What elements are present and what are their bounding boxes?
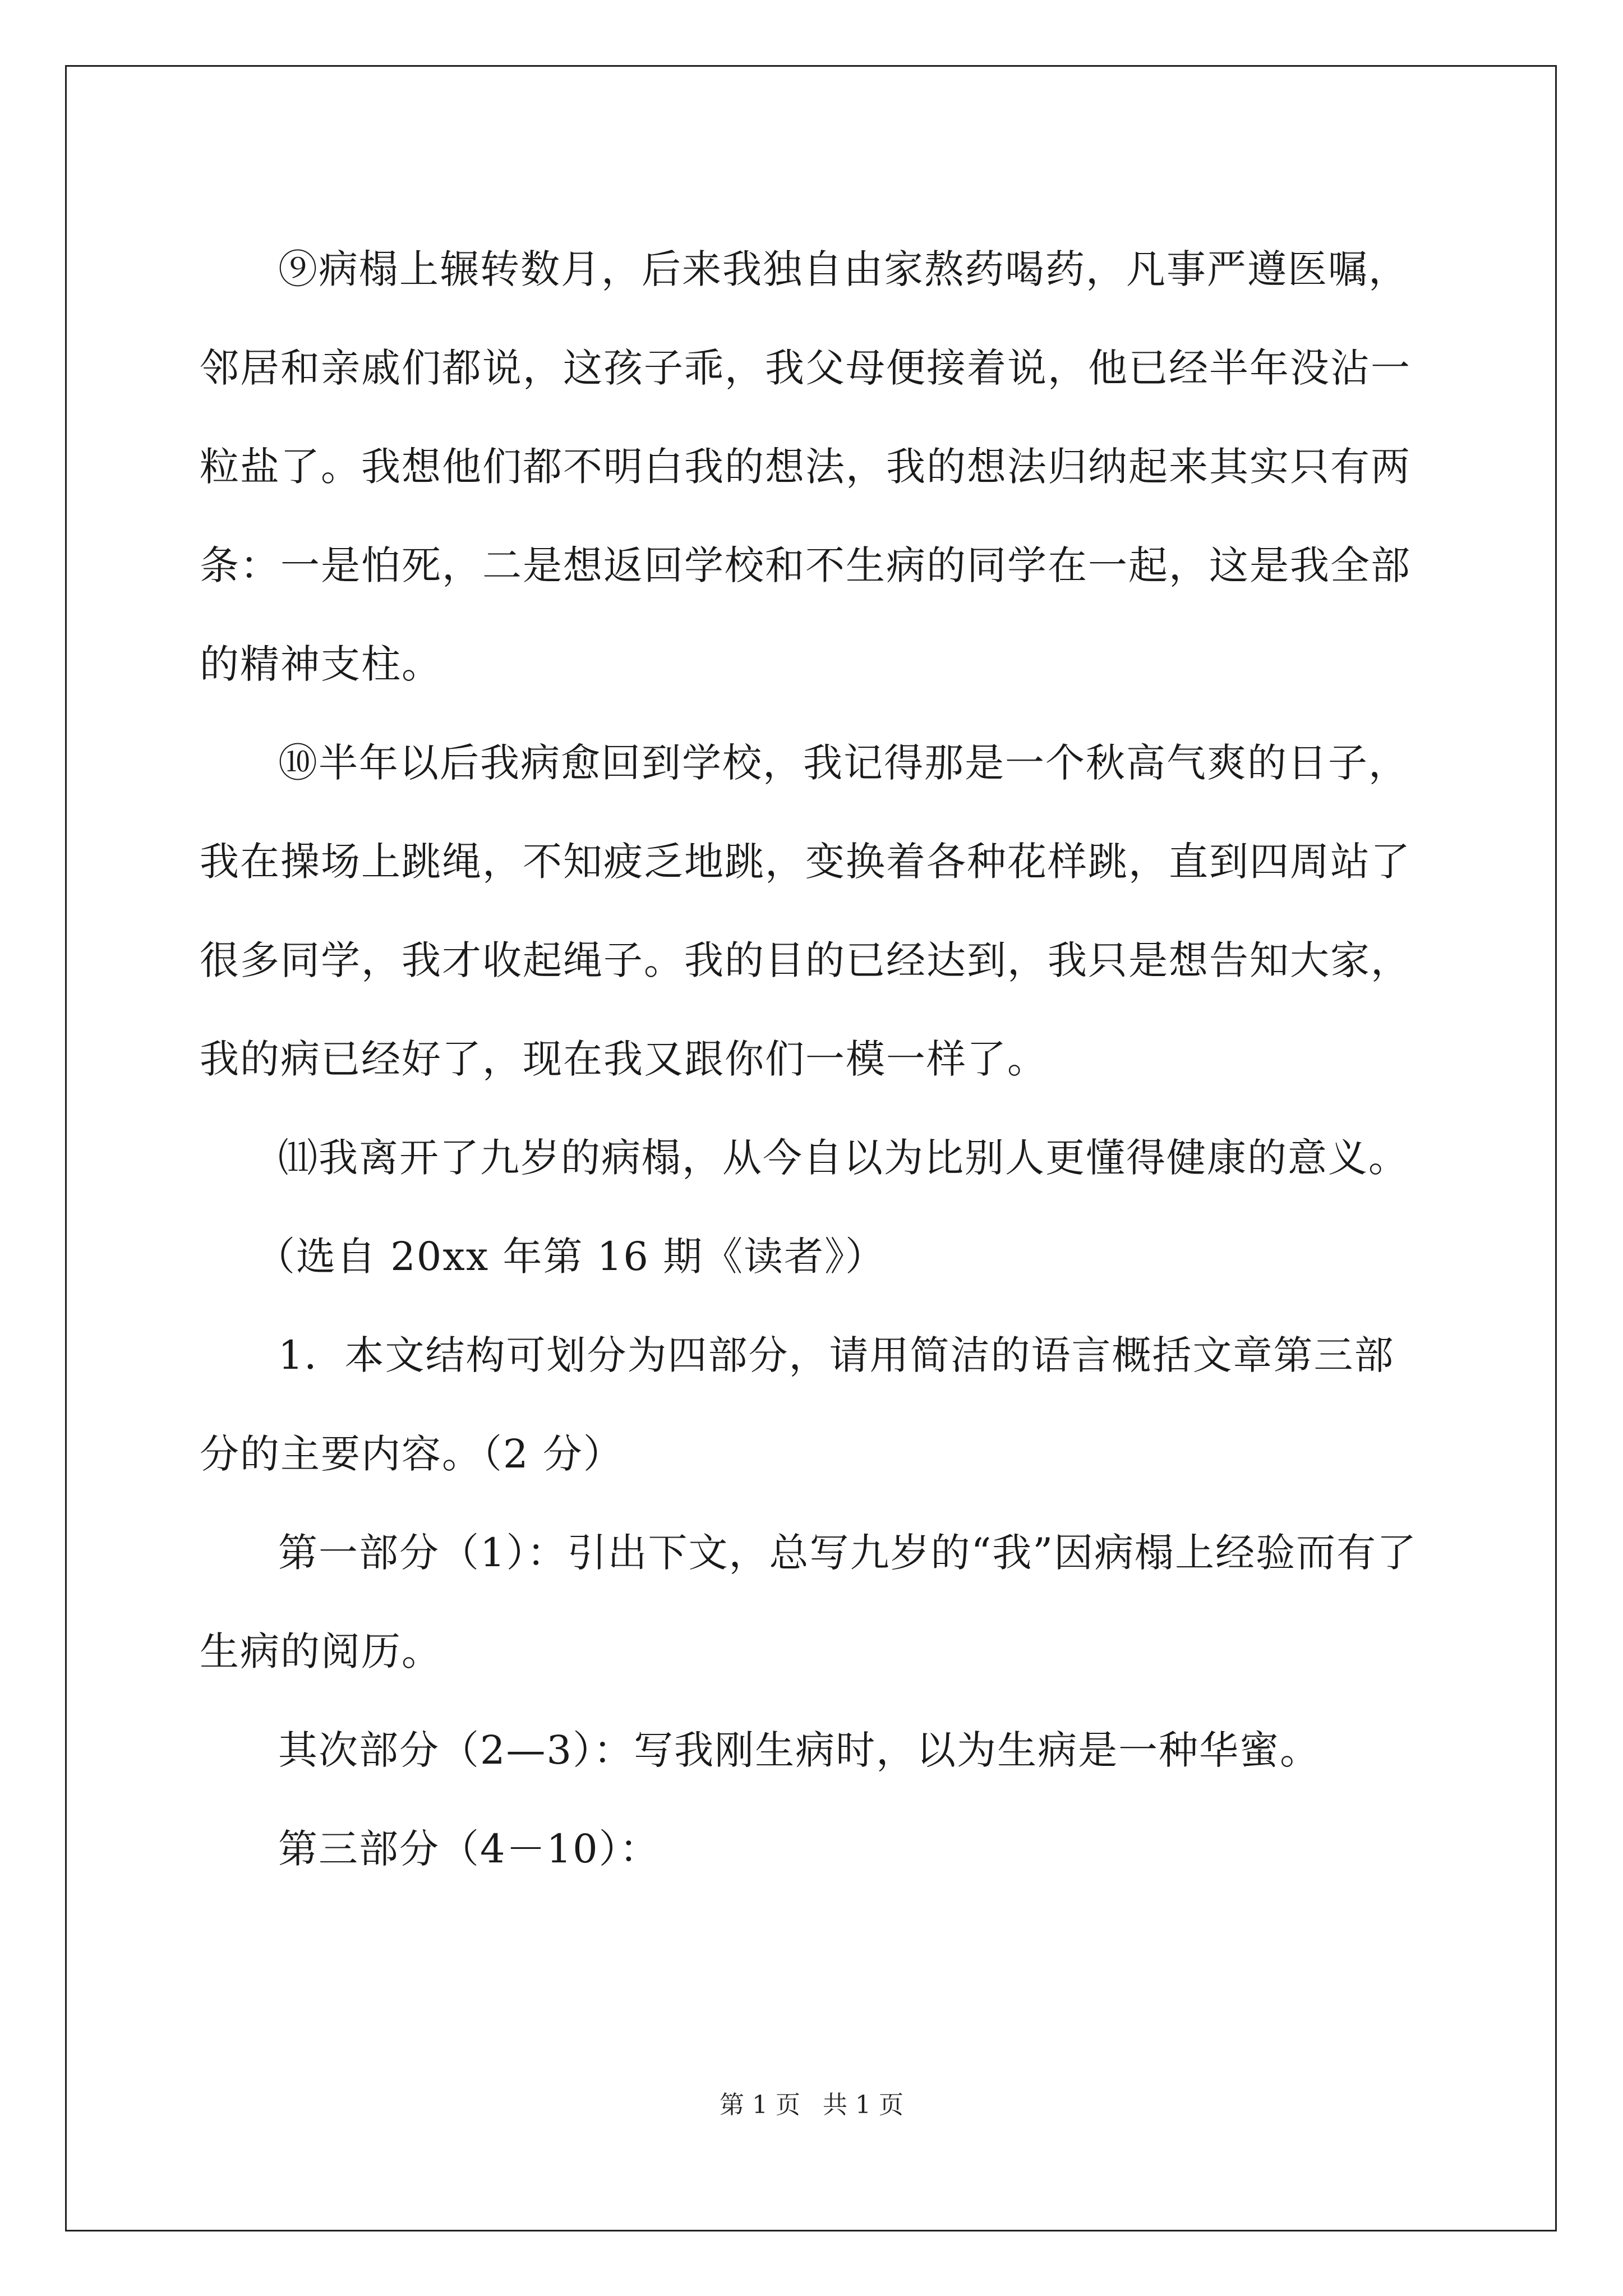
- answer-part-3: 第三部分（4－10）：: [278, 1826, 660, 1872]
- paragraph-10: ⑩半年以后我病愈回到学校，我记得那是一个秋高气爽的日子，我在操场上跳绳，不知疲乏地跳，变换着各种花样跳，直到四周站了很多同学，我才收起绳子。我的目的已经达到，我只是想告知大家，我的病已经好了，现在我又跟你们一模一样了。: [200, 740, 1411, 1082]
- page-total: 共 1 页: [823, 2091, 903, 2119]
- paragraph-11: ⑾我离开了九岁的病榻，从今自以为比别人更懂得健康的意义。: [278, 1135, 1409, 1181]
- paragraph-9: ⑨病榻上辗转数月，后来我独自由家熬药喝药，凡事严遵医嘱，邻居和亲戚们都说，这孩子乖，我父母便接着说，他已经半年没沾一粒盐了。我想他们都不明白我的想法，我的想法归纳起来其实只有两条：一是怕死，二是想返回学校和不生病的同学在一起，这是我全部的精神支柱。: [200, 246, 1411, 687]
- source-citation: （选自 20xx 年第 16 期《读者》）: [256, 1234, 886, 1280]
- page-number: 第 1 页: [720, 2091, 800, 2119]
- document-body: [200, 220, 1428, 1898]
- answer-part-1: 第一部分（1）：引出下文，总写九岁的“我”因病榻上经验而有了生病的阅历。: [200, 1530, 1418, 1674]
- question-1: 1．本文结构可划分为四部分，请用简洁的语言概括文章第三部分的主要内容。（2 分）: [200, 1332, 1395, 1477]
- answer-part-2: 其次部分（2—3）：写我刚生病时，以为生病是一种华蜜。: [278, 1727, 1321, 1773]
- page-footer: [0, 2085, 1623, 2120]
